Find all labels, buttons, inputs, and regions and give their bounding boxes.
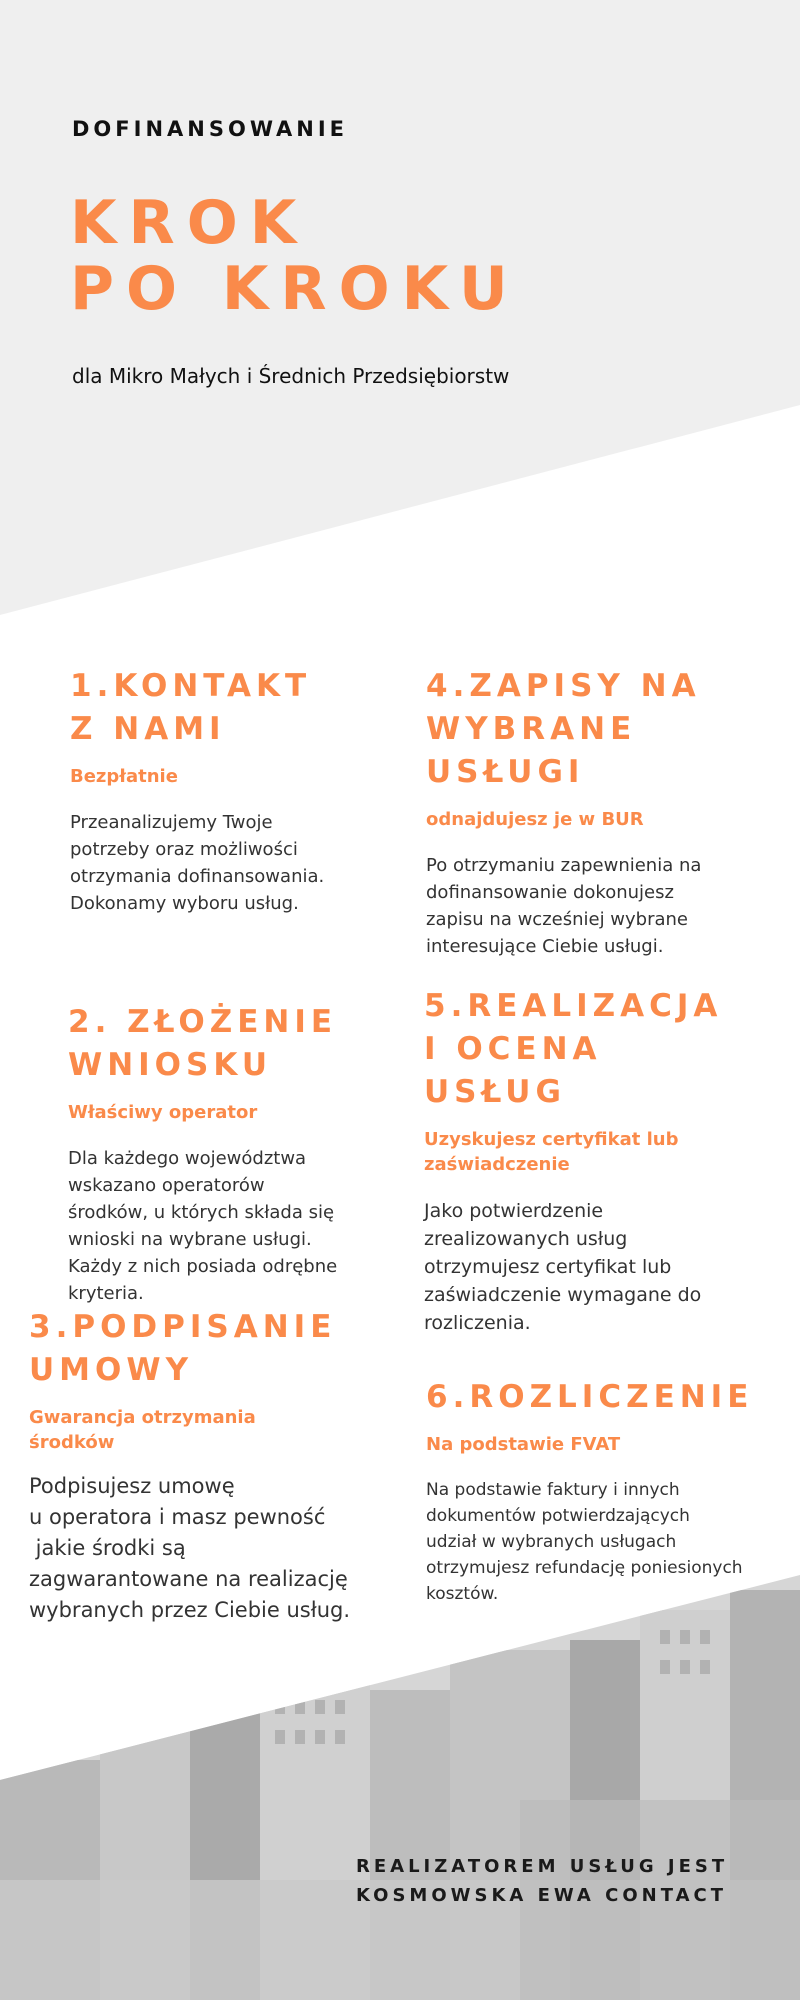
step-5-subtitle: Uzyskujesz certyfikat lub zaświadczenie (424, 1129, 679, 1175)
step-2-subtitle: Właściwy operator (68, 1102, 258, 1123)
page-title (70, 190, 520, 322)
step-3-body: Podpisujesz umowę u operatora i masz pewność jakie środki są zagwarantowane na realizację wybranych przez Ciebie usług. (29, 1474, 351, 1622)
eyebrow-label: DOFINANSOWANIE (72, 117, 349, 141)
footer-line: REALIZATOREM USŁUG JEST (356, 1856, 729, 1877)
step-1-subtitle: Bezpłatnie (70, 766, 178, 787)
step-6 (426, 1376, 796, 1607)
step-4-title: 4.ZAPISY NA WYBRANE USŁUGI (426, 668, 701, 790)
page-title-line: KROK (70, 188, 309, 258)
step-2 (68, 1001, 388, 1307)
step-4-subtitle: odnajdujesz je w BUR (426, 809, 644, 830)
step-1 (70, 665, 370, 917)
footer-credit (356, 1852, 728, 1910)
page-subtitle: dla Mikro Małych i Średnich Przedsiębiorstw (72, 364, 510, 388)
step-2-body: Dla każdego województwa wskazano operatorów środków, u których składa się wnioski na wybrane usługi. Każdy z nich posiada odrębne kryteria. (68, 1148, 338, 1304)
step-6-body: Na podstawie faktury i innych dokumentów potwierdzających udział w wybranych usługach otrzymujesz refundację poniesionych kosztów. (426, 1480, 743, 1604)
step-3-subtitle: Gwarancja otrzymania środków (29, 1407, 256, 1453)
step-5-body: Jako potwierdzenie zrealizowanych usług otrzymujesz certyfikat lub zaświadczenie wymagane do rozliczenia. (424, 1200, 702, 1334)
step-4-body: Po otrzymaniu zapewnienia na dofinansowanie dokonujesz zapisu na wcześniej wybrane interesujące Ciebie usługi. (426, 855, 702, 957)
step-3-title: 3.PODPISANIE UMOWY (29, 1309, 337, 1388)
page-title-line: PO KROKU (70, 254, 520, 324)
step-1-body: Przeanalizujemy Twoje potrzeby oraz możliwości otrzymania dofinansowania. Dokonamy wyboru usług. (70, 812, 325, 914)
city-skyline-image (0, 1560, 800, 2000)
step-4 (426, 665, 776, 960)
step-2-title: 2. ZŁOŻENIE WNIOSKU (68, 1004, 338, 1083)
step-6-subtitle: Na podstawie FVAT (426, 1434, 621, 1455)
step-5 (424, 985, 784, 1337)
step-6-title: 6.ROZLICZENIE (426, 1379, 754, 1415)
step-3 (29, 1306, 379, 1626)
footer-line: KOSMOWSKA EWA CONTACT (356, 1885, 727, 1906)
step-1-title: 1.KONTAKT Z NAMI (70, 668, 312, 747)
step-5-title: 5.REALIZACJA I OCENA USŁUG (424, 988, 723, 1110)
